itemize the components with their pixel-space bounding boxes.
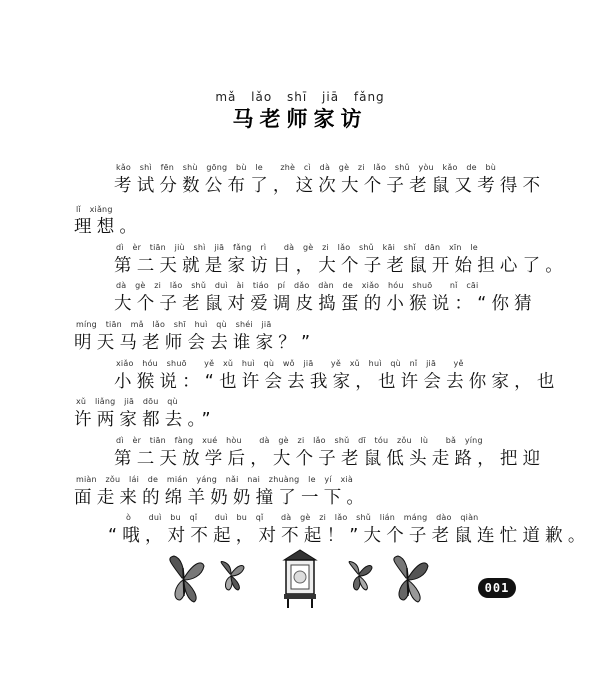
butterfly-icon (394, 556, 428, 602)
pinyin-line: dì èr tiān fàng xué hòu dà gè zi lǎo shǔ dī tóu zǒu lù bǎ yíng (116, 436, 483, 445)
pinyin-line: kǎo shì fēn shù gōng bù le zhè cì dà gè zi lǎo shǔ yòu kǎo de bù (116, 163, 497, 172)
text-line: “哦，对不起，对不起！”大个子老鼠连忙道歉。 (108, 526, 591, 546)
page-number: 001 (478, 578, 516, 598)
text-line: 理想。 (74, 217, 143, 237)
text-line: 许两家都去。” (74, 410, 216, 430)
text-line: 明天马老师会去谁家？” (74, 333, 316, 353)
text-line: 第二天放学后，大个子老鼠低头走路，把迎 (114, 449, 546, 469)
pinyin-line: dì èr tiān jiù shì jiā fǎng rì dà gè zi lǎo shǔ kāi shǐ dān xīn le (116, 243, 478, 252)
butterfly-icon (170, 556, 204, 602)
text-line: 面走来的绵羊奶奶撞了一下。 (74, 488, 370, 508)
text-line: 第二天就是家访日，大个子老鼠开始担心了。 (114, 256, 568, 276)
title-pinyin: mǎ lǎo shī jiā fǎng (215, 90, 385, 104)
text-line: 小猴说：“也许会去我家，也许会去你家，也 (114, 372, 560, 392)
pinyin-line: xǔ liǎng jiā dōu qù (76, 397, 178, 406)
butterfly-icon (349, 562, 372, 591)
pinyin-line: dà gè zi lǎo shǔ duì ài tiáo pí dǎo dàn de xiǎo hóu shuō nǐ cāi (116, 281, 479, 290)
text-line: 大个子老鼠对爱调皮捣蛋的小猴说：“你猜 (114, 294, 537, 314)
pinyin-line: miàn zǒu lái de mián yáng nǎi nai zhuàng le yí xià (76, 475, 353, 484)
pinyin-line: xiǎo hóu shuō yě xǔ huì qù wǒ jiā yě xǔ huì qù nǐ jiā yě (116, 359, 464, 368)
text-line: 考试分数公布了，这次大个子老鼠又考得不 (114, 176, 546, 196)
pinyin-line: ò duì bu qǐ duì bu qǐ dà gè zi lǎo shǔ lián máng dào qiàn (126, 513, 479, 522)
pinyin-line: lǐ xiǎng (76, 205, 113, 214)
page-title: 马老师家访 (232, 107, 368, 131)
ornament-border (160, 548, 440, 610)
butterfly-icon (221, 562, 244, 591)
pinyin-line: míng tiān mǎ lǎo shī huì qù shéi jiā (76, 320, 272, 329)
lantern-icon (284, 550, 316, 608)
